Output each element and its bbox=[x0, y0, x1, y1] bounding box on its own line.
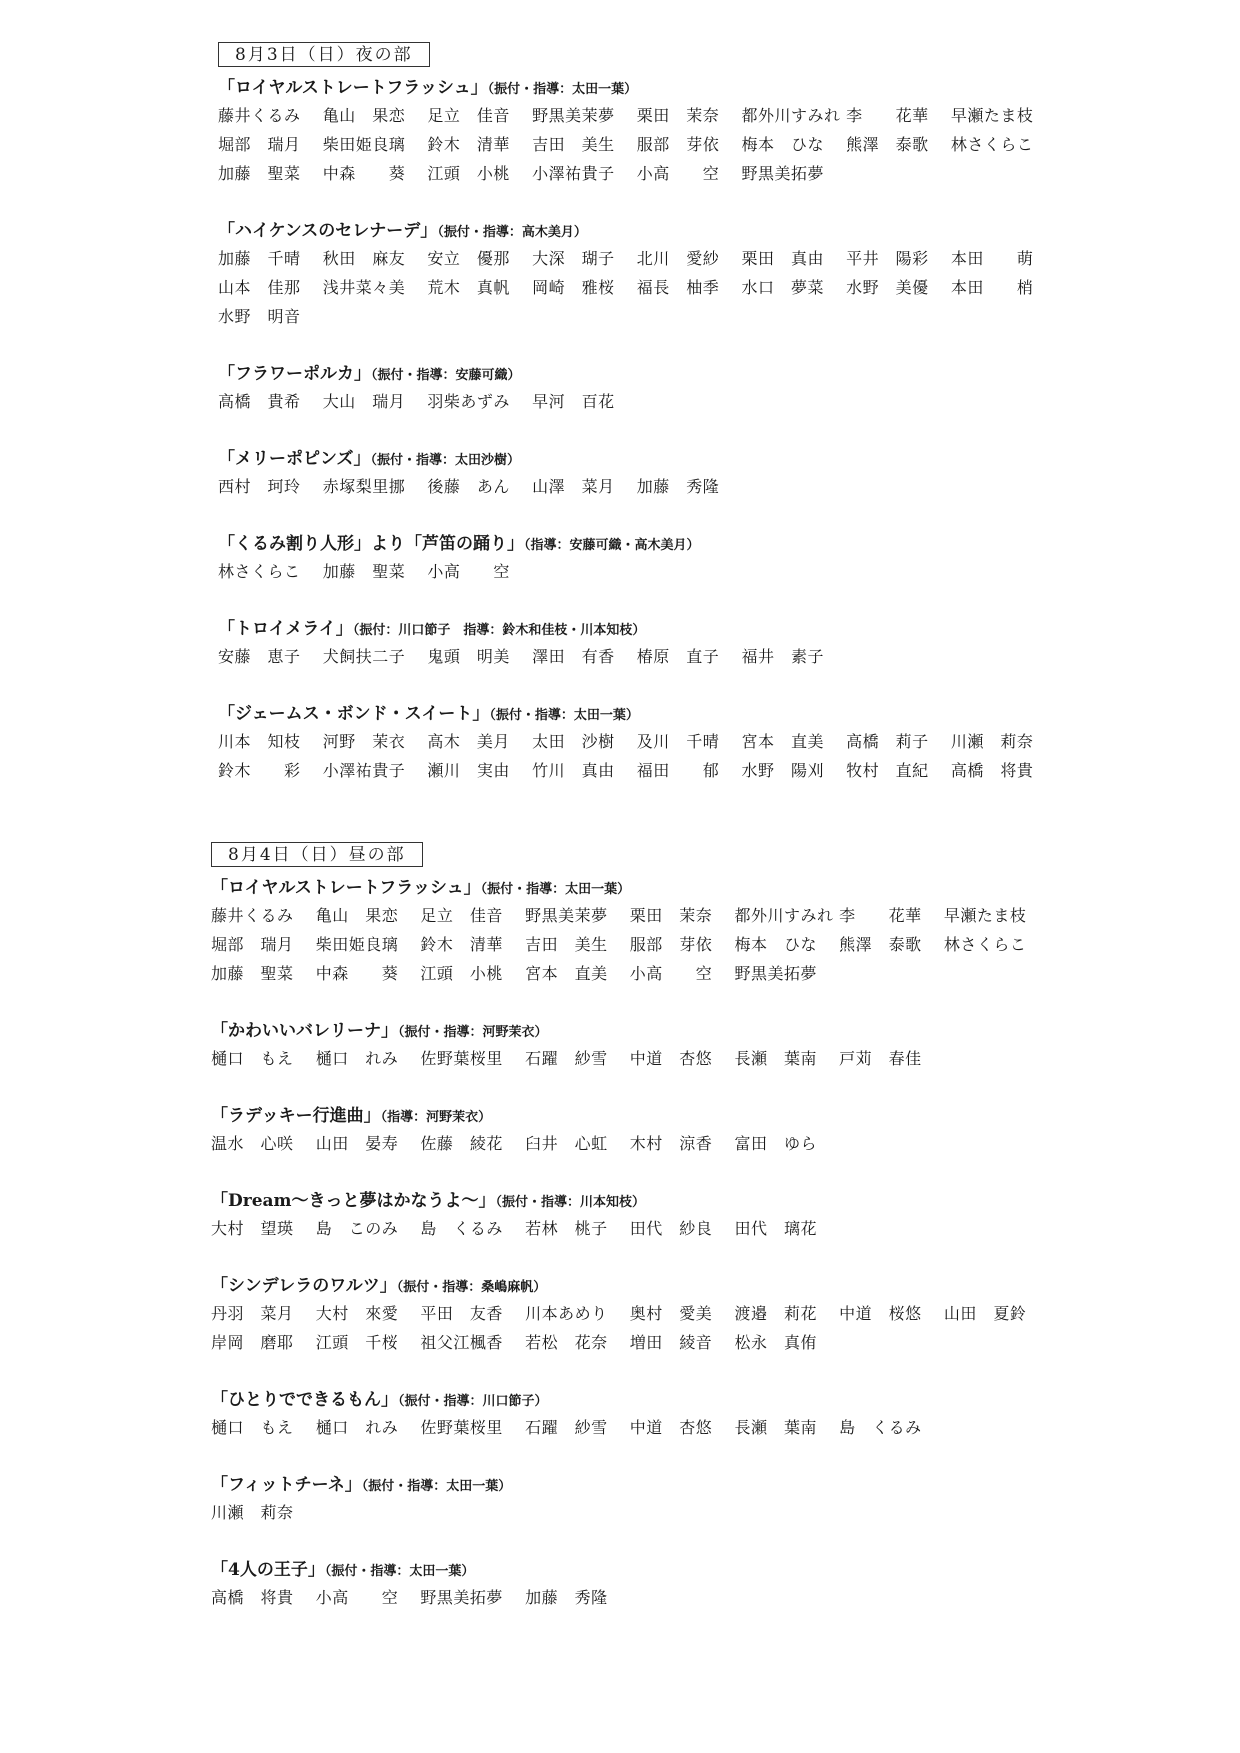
cast-name: 水口 夢菜 bbox=[741, 278, 824, 297]
cast-name: 林さくらこ bbox=[950, 135, 1034, 154]
cast-name: 樋口 れみ bbox=[315, 1049, 399, 1068]
cast-name: 野黒美茉夢 bbox=[525, 906, 608, 925]
program-block bbox=[218, 618, 1056, 671]
cast-name: 加藤 秀隆 bbox=[525, 1588, 608, 1607]
cast-name: 若松 花奈 bbox=[525, 1333, 608, 1352]
cast-name: 瀬川 実由 bbox=[427, 761, 510, 780]
program-credit: （振付・指導：川口節子） bbox=[398, 1394, 548, 1409]
cast-name: 樋口 れみ bbox=[315, 1418, 399, 1437]
cast-row bbox=[211, 1498, 1049, 1527]
cast-name: 都外川すみれ bbox=[741, 106, 841, 125]
cast-name: 堀部 瑞月 bbox=[218, 135, 301, 154]
program-block bbox=[218, 533, 1056, 586]
program-block bbox=[211, 1474, 1049, 1527]
program-credit: （振付・指導：河野茉衣） bbox=[398, 1025, 548, 1040]
program-title: 「くるみ割り人形」より「芦笛の踊り」 bbox=[218, 534, 524, 554]
program-title-line bbox=[211, 1559, 1049, 1583]
program-block bbox=[211, 1020, 1049, 1073]
cast-name: 宮本 直美 bbox=[525, 964, 608, 983]
cast-row bbox=[218, 387, 1056, 416]
cast-name: 鈴木 清華 bbox=[420, 935, 503, 954]
program-block bbox=[218, 77, 1056, 188]
cast-name: 水野 美優 bbox=[846, 278, 929, 297]
cast-name: 林さくらこ bbox=[218, 562, 301, 581]
cast-name: 本田 萌 bbox=[950, 249, 1034, 268]
cast-name: 野黒美拓夢 bbox=[741, 164, 824, 183]
cast-name: 島 このみ bbox=[315, 1219, 399, 1238]
cast-row bbox=[211, 1044, 1049, 1073]
cast-name: 平井 陽彩 bbox=[846, 249, 929, 268]
program-title: 「フィットチーネ」 bbox=[211, 1475, 362, 1495]
program-credit: （指導：河野茉衣） bbox=[380, 1110, 492, 1125]
cast-name: 高橋 将貴 bbox=[211, 1588, 294, 1607]
cast-row bbox=[211, 1299, 1049, 1328]
cast-row bbox=[211, 1583, 1049, 1612]
cast-row bbox=[218, 101, 1056, 130]
session-daytime-aug4 bbox=[211, 842, 1049, 1644]
cast-name: 本田 梢 bbox=[950, 278, 1034, 297]
cast-name: 李 花華 bbox=[846, 106, 929, 125]
cast-name: 高橋 将貴 bbox=[950, 761, 1034, 780]
cast-name: 安立 優那 bbox=[427, 249, 510, 268]
program-title-line bbox=[218, 448, 1056, 472]
cast-name: 石躍 紗雪 bbox=[525, 1049, 608, 1068]
program-title-line bbox=[218, 363, 1056, 387]
cast-name: 温水 心咲 bbox=[211, 1134, 294, 1153]
cast-name: 栗田 真由 bbox=[741, 249, 824, 268]
cast-name: 鈴木 彩 bbox=[218, 761, 301, 780]
cast-name: 澤田 有香 bbox=[532, 647, 615, 666]
cast-name: 足立 佳音 bbox=[427, 106, 510, 125]
program-credit: （指導：安藤可織・高木美月） bbox=[524, 538, 700, 553]
cast-name: 鈴木 清華 bbox=[427, 135, 510, 154]
cast-name: 中森 葵 bbox=[315, 964, 399, 983]
cast-name: 奥村 愛美 bbox=[629, 1304, 713, 1323]
cast-name: 西村 珂玲 bbox=[218, 477, 301, 496]
program-title-line bbox=[211, 1190, 1049, 1214]
cast-name: 加藤 千晴 bbox=[218, 249, 301, 268]
cast-name: 山田 晏寿 bbox=[315, 1134, 399, 1153]
cast-row bbox=[211, 1129, 1049, 1158]
program-block bbox=[218, 220, 1056, 331]
cast-name: 大村 來愛 bbox=[315, 1304, 399, 1323]
cast-name: 椿原 直子 bbox=[636, 647, 720, 666]
program-title: 「Dream～きっと夢はかなうよ～」 bbox=[211, 1191, 496, 1211]
cast-name: 佐野葉桜里 bbox=[420, 1418, 503, 1437]
cast-name: 増田 綾音 bbox=[629, 1333, 713, 1352]
cast-name: 野黒美茉夢 bbox=[532, 106, 615, 125]
cast-name: 中道 杏悠 bbox=[629, 1049, 713, 1068]
cast-name: 吉田 美生 bbox=[525, 935, 608, 954]
cast-name: 江頭 千桜 bbox=[315, 1333, 399, 1352]
cast-name: 加藤 聖菜 bbox=[322, 562, 406, 581]
cast-row bbox=[211, 1214, 1049, 1243]
cast-name: 樋口 もえ bbox=[211, 1418, 294, 1437]
program-title: 「ジェームス・ボンド・スイート」 bbox=[218, 704, 490, 724]
cast-row bbox=[218, 159, 1056, 188]
cast-name: 渡邉 莉花 bbox=[734, 1304, 817, 1323]
program-block bbox=[211, 1275, 1049, 1357]
cast-name: 若林 桃子 bbox=[525, 1219, 608, 1238]
program-block bbox=[211, 877, 1049, 988]
program-title-line bbox=[211, 877, 1049, 901]
cast-name: 中道 桜悠 bbox=[839, 1304, 922, 1323]
cast-name: 梅本 ひな bbox=[741, 135, 824, 154]
cast-name: 大深 瑚子 bbox=[532, 249, 615, 268]
cast-name: 祖父江楓香 bbox=[420, 1333, 503, 1352]
program-block bbox=[218, 703, 1056, 785]
cast-row bbox=[218, 244, 1056, 273]
cast-name: 安藤 恵子 bbox=[218, 647, 301, 666]
cast-name: 田代 璃花 bbox=[734, 1219, 817, 1238]
program-title-line bbox=[218, 533, 1056, 557]
cast-name: 熊澤 泰歌 bbox=[839, 935, 922, 954]
cast-row bbox=[218, 472, 1056, 501]
cast-row bbox=[211, 1413, 1049, 1442]
program-title: 「フラワーポルカ」 bbox=[218, 364, 371, 384]
program-credit: （振付：川口節子 指導：鈴木和佳枝・川本知枝） bbox=[352, 623, 646, 638]
cast-name: 秋田 麻友 bbox=[322, 249, 406, 268]
cast-name: 栗田 茉奈 bbox=[629, 906, 713, 925]
program-credit: （振付・指導：安藤可織） bbox=[371, 368, 521, 383]
cast-name: 服部 芽依 bbox=[636, 135, 720, 154]
program-credit: （振付・指導：太田沙樹） bbox=[370, 453, 521, 468]
cast-name: 亀山 果恋 bbox=[315, 906, 399, 925]
cast-name: 堀部 瑞月 bbox=[211, 935, 294, 954]
cast-name: 梅本 ひな bbox=[734, 935, 817, 954]
cast-name: 浅井菜々美 bbox=[322, 278, 406, 297]
program-title: 「メリーポピンズ」 bbox=[218, 449, 371, 469]
cast-name: 中森 葵 bbox=[322, 164, 406, 183]
program-credit: （振付・指導：太田一葉） bbox=[361, 1479, 512, 1494]
cast-name: 川瀬 莉奈 bbox=[211, 1503, 294, 1522]
cast-row bbox=[218, 130, 1056, 159]
cast-name: 佐藤 綾花 bbox=[420, 1134, 503, 1153]
cast-name: 小高 空 bbox=[315, 1588, 399, 1607]
cast-name: 田代 紗良 bbox=[629, 1219, 713, 1238]
cast-name: 李 花華 bbox=[839, 906, 922, 925]
cast-row bbox=[218, 642, 1056, 671]
cast-name: 足立 佳音 bbox=[420, 906, 503, 925]
cast-name: 福井 素子 bbox=[741, 647, 824, 666]
cast-name: 石躍 紗雪 bbox=[525, 1418, 608, 1437]
cast-name: 臼井 心虹 bbox=[525, 1134, 608, 1153]
cast-row bbox=[218, 273, 1056, 302]
cast-row bbox=[218, 302, 1056, 331]
program-block bbox=[218, 363, 1056, 416]
cast-name: 川本 知枝 bbox=[218, 732, 301, 751]
cast-name: 加藤 聖菜 bbox=[211, 964, 294, 983]
cast-name: 高木 美月 bbox=[427, 732, 510, 751]
cast-name: 牧村 直紀 bbox=[846, 761, 929, 780]
cast-name: 林さくらこ bbox=[943, 935, 1027, 954]
cast-name: 服部 芽依 bbox=[629, 935, 713, 954]
cast-name: 水野 明音 bbox=[218, 307, 301, 326]
cast-row bbox=[218, 557, 1056, 586]
program-title-line bbox=[211, 1389, 1049, 1413]
cast-name: 松永 真侑 bbox=[734, 1333, 817, 1352]
cast-name: 宮本 直美 bbox=[741, 732, 824, 751]
program-credit: （振付・指導：川本知枝） bbox=[495, 1195, 646, 1210]
program-block bbox=[211, 1559, 1049, 1612]
program-title: 「4人の王子」 bbox=[211, 1560, 325, 1580]
program-title-line bbox=[211, 1275, 1049, 1299]
cast-name: 都外川すみれ bbox=[734, 906, 834, 925]
cast-name: 江頭 小桃 bbox=[420, 964, 503, 983]
cast-name: 丹羽 菜月 bbox=[211, 1304, 294, 1323]
cast-name: 早瀬たま枝 bbox=[950, 106, 1034, 125]
cast-name: 小高 空 bbox=[629, 964, 713, 983]
program-title-line bbox=[211, 1020, 1049, 1044]
program-block bbox=[211, 1105, 1049, 1158]
program-title: 「ロイヤルストレートフラッシュ」 bbox=[218, 78, 488, 98]
cast-name: 後藤 あん bbox=[427, 477, 510, 496]
cast-name: 栗田 茉奈 bbox=[636, 106, 720, 125]
cast-name: 水野 陽刈 bbox=[741, 761, 824, 780]
program-title: 「ハイケンスのセレナーデ」 bbox=[218, 221, 438, 241]
program-credit: （振付・指導：太田一葉） bbox=[480, 882, 631, 897]
program-credit: （振付・指導：太田一葉） bbox=[324, 1564, 475, 1579]
cast-row bbox=[218, 727, 1056, 756]
cast-name: 小澤祐貴子 bbox=[532, 164, 615, 183]
cast-name: 福長 柚季 bbox=[636, 278, 720, 297]
cast-name: 河野 茉衣 bbox=[322, 732, 406, 751]
cast-name: 高橋 莉子 bbox=[846, 732, 929, 751]
cast-name: 小高 空 bbox=[636, 164, 720, 183]
cast-name: 藤井くるみ bbox=[211, 906, 294, 925]
cast-name: 藤井くるみ bbox=[218, 106, 301, 125]
cast-row bbox=[211, 1328, 1049, 1357]
cast-name: 岡崎 雅桜 bbox=[532, 278, 615, 297]
program-credit: （振付・指導：太田一葉） bbox=[489, 708, 639, 723]
cast-name: 竹川 真由 bbox=[532, 761, 615, 780]
cast-name: 荒木 真帆 bbox=[427, 278, 510, 297]
cast-name: 山田 夏鈴 bbox=[943, 1304, 1027, 1323]
cast-name: 戸苅 春佳 bbox=[839, 1049, 922, 1068]
program-credit: （振付・指導：桑嶋麻帆） bbox=[396, 1280, 547, 1295]
cast-name: 吉田 美生 bbox=[532, 135, 615, 154]
cast-name: 亀山 果恋 bbox=[322, 106, 406, 125]
cast-name: 犬飼扶二子 bbox=[322, 647, 406, 666]
cast-name: 小高 空 bbox=[427, 562, 510, 581]
cast-name: 野黒美拓夢 bbox=[734, 964, 817, 983]
cast-name: 島 くるみ bbox=[420, 1219, 503, 1238]
cast-name: 大山 瑞月 bbox=[322, 392, 406, 411]
cast-name: 川瀬 莉奈 bbox=[950, 732, 1034, 751]
program-block bbox=[211, 1389, 1049, 1442]
cast-name: 羽柴あずみ bbox=[427, 392, 510, 411]
program-block bbox=[218, 448, 1056, 501]
program-title-line bbox=[211, 1474, 1049, 1498]
cast-name: 山本 佳那 bbox=[218, 278, 301, 297]
cast-name: 野黒美拓夢 bbox=[420, 1588, 503, 1607]
cast-name: 長瀬 葉南 bbox=[734, 1049, 817, 1068]
program-title: 「トロイメライ」 bbox=[218, 619, 353, 639]
cast-name: 佐野葉桜里 bbox=[420, 1049, 503, 1068]
cast-name: 加藤 聖菜 bbox=[218, 164, 301, 183]
program-title-line bbox=[218, 703, 1056, 727]
cast-name: 富田 ゆら bbox=[734, 1134, 817, 1153]
cast-row bbox=[211, 901, 1049, 930]
cast-name: 山澤 菜月 bbox=[532, 477, 615, 496]
cast-name: 鬼頭 明美 bbox=[427, 647, 510, 666]
cast-row bbox=[211, 930, 1049, 959]
cast-name: 福田 郁 bbox=[636, 761, 720, 780]
program-title: 「かわいいバレリーナ」 bbox=[211, 1021, 398, 1041]
cast-name: 大村 望瑛 bbox=[211, 1219, 294, 1238]
cast-name: 小澤祐貴子 bbox=[322, 761, 406, 780]
cast-name: 平田 友香 bbox=[420, 1304, 503, 1323]
cast-name: 川本あめり bbox=[525, 1304, 608, 1323]
program-title: 「シンデレラのワルツ」 bbox=[211, 1276, 397, 1296]
cast-name: 赤塚梨里挪 bbox=[322, 477, 406, 496]
cast-name: 熊澤 泰歌 bbox=[846, 135, 929, 154]
program-credit: （振付・指導：太田一葉） bbox=[487, 82, 638, 97]
cast-name: 北川 愛紗 bbox=[636, 249, 720, 268]
program-title: 「ひとりでできるもん」 bbox=[211, 1390, 398, 1410]
cast-name: 樋口 もえ bbox=[211, 1049, 294, 1068]
cast-name: 及川 千晴 bbox=[636, 732, 720, 751]
cast-name: 島 くるみ bbox=[839, 1418, 922, 1437]
cast-name: 長瀬 葉南 bbox=[734, 1418, 817, 1437]
cast-name: 加藤 秀隆 bbox=[636, 477, 720, 496]
cast-name: 早瀬たま枝 bbox=[943, 906, 1027, 925]
session-header: 8月3日（日）夜の部 bbox=[218, 42, 430, 67]
program-title: 「ロイヤルストレートフラッシュ」 bbox=[211, 878, 481, 898]
cast-name: 中道 杏悠 bbox=[629, 1418, 713, 1437]
program-title-line bbox=[218, 77, 1056, 101]
program-title-line bbox=[218, 220, 1056, 244]
cast-name: 柴田姫良璃 bbox=[322, 135, 406, 154]
cast-name: 早河 百花 bbox=[532, 392, 615, 411]
cast-row bbox=[211, 959, 1049, 988]
cast-name: 太田 沙樹 bbox=[532, 732, 615, 751]
program-credit: （振付・指導：高木美月） bbox=[437, 225, 587, 240]
program-title-line bbox=[211, 1105, 1049, 1129]
cast-name: 高橋 貴希 bbox=[218, 392, 301, 411]
session-evening-aug3 bbox=[218, 42, 1056, 817]
program-title: 「ラデッキー行進曲」 bbox=[211, 1106, 381, 1126]
program-title-line bbox=[218, 618, 1056, 642]
cast-name: 江頭 小桃 bbox=[427, 164, 510, 183]
cast-name: 岸岡 磨耶 bbox=[211, 1333, 294, 1352]
cast-row bbox=[218, 756, 1056, 785]
cast-name: 柴田姫良璃 bbox=[315, 935, 399, 954]
program-block bbox=[211, 1190, 1049, 1243]
cast-name: 木村 涼香 bbox=[629, 1134, 713, 1153]
session-header: 8月4日（日）昼の部 bbox=[211, 842, 423, 867]
